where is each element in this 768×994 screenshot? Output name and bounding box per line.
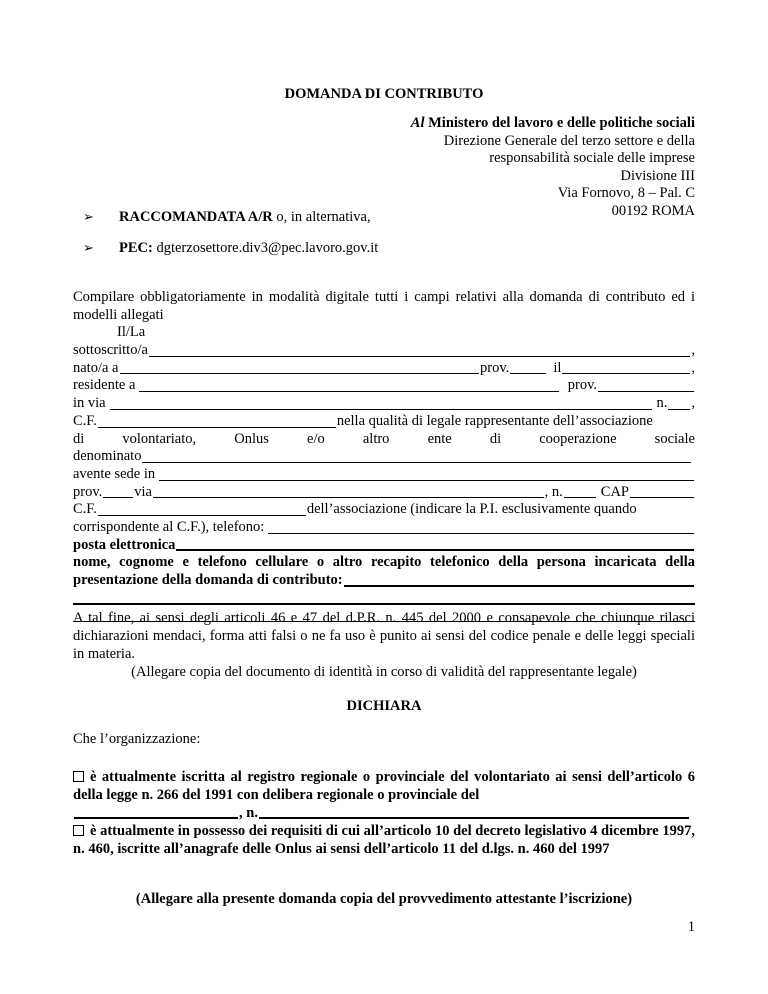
field-row-residenza: residente a prov.	[73, 377, 695, 395]
field-prov-sede[interactable]	[103, 485, 133, 498]
checkbox-registro[interactable]	[73, 771, 84, 782]
field-via-sede[interactable]	[153, 485, 544, 498]
option-registro-details: , n.	[73, 804, 695, 822]
field-civico[interactable]	[668, 397, 690, 410]
field-prov-residenza[interactable]	[598, 379, 694, 392]
declaration-text: A tal fine, ai sensi degli articoli 46 e 47 del d.P.R. n. 445 del 2000 e consapevole che chiunque rilasci dichiarazioni mendaci, forma atti falsi o ne fa uso è punito ai sensi del codice penale e delle leggi speciali in materia.	[73, 610, 695, 662]
piva-note: dell’associazione (indicare la P.I. esclusivamente quando	[306, 501, 637, 518]
form-intro: Compilare obbligatoriamente in modalità digitale tutti i campi relativi alla domanda di contributo ed i modelli allegati	[73, 289, 695, 323]
contact-person-label: nome, cognome e telefono cellulare o altro recapito telefonico della persona incaricata della	[73, 554, 695, 571]
delivery-option-pec: ➢ PEC: dgterzosettore.div3@pec.lavoro.gov.it	[83, 240, 379, 256]
field-row-via: in via n. ,	[73, 395, 695, 412]
iscrizione-note: (Allegare alla presente domanda copia del provvedimento attestante l’iscrizione)	[135, 891, 633, 907]
addressee-line: Direzione Generale del terzo settore e della	[443, 132, 695, 149]
field-codice-fiscale[interactable]	[98, 415, 336, 428]
field-row-sede-via: prov. via , n. CAP	[73, 484, 695, 502]
checkbox-onlus[interactable]	[73, 825, 84, 836]
field-via[interactable]	[110, 397, 652, 410]
option-onlus: è attualmente in possesso dei requisiti di cui all’articolo 10 del decreto legislativo 4 dicembre 1997, n. 460, iscritte all’anagrafe delle Onlus ai sensi dell’articolo 11 del d.lgs. n. 460 del 1997	[73, 823, 695, 857]
field-row-nascita: nato/a a prov. il ,	[73, 359, 695, 376]
field-row-email: posta elettronica	[73, 537, 695, 555]
field-row-telefono: corrispondente al C.F.), telefono:	[73, 519, 695, 537]
document-title: DOMANDA DI CONTRIBUTO	[284, 86, 484, 102]
organization-label: Che l’organizzazione:	[73, 731, 201, 747]
addressee-line: 00192 ROMA	[611, 202, 695, 219]
arrow-bullet-icon: ➢	[83, 209, 94, 224]
field-row-denominato: denominato	[73, 448, 695, 466]
field-row-sede: avente sede in	[73, 466, 695, 484]
field-contatto-continuation[interactable]	[73, 590, 695, 605]
addressee-prefix: Al	[410, 115, 425, 131]
il-la-label: Il/La	[117, 324, 146, 341]
dichiara-heading: DICHIARA	[346, 698, 422, 714]
applicant-form	[73, 289, 695, 625]
arrow-bullet-icon: ➢	[83, 240, 94, 255]
field-cf-associazione[interactable]	[98, 503, 306, 516]
delivery-options	[83, 207, 378, 269]
addressee-line: responsabilità sociale delle imprese	[489, 150, 695, 166]
field-luogo-nascita[interactable]	[120, 361, 480, 374]
field-delibera-data[interactable]	[74, 805, 238, 819]
addressee-line: Via Fornovo, 8 – Pal. C	[557, 185, 695, 201]
field-cap[interactable]	[630, 485, 694, 498]
field-telefono[interactable]	[268, 521, 694, 534]
page-number: 1	[687, 919, 695, 935]
field-residenza[interactable]	[139, 379, 558, 392]
identity-document-note: (Allegare copia del documento di identità in corso di validità del rappresentante legale)	[131, 664, 637, 680]
field-sede[interactable]	[159, 468, 694, 481]
addressee-block	[411, 115, 695, 220]
field-data-nascita[interactable]	[562, 361, 690, 374]
addressee-line: Divisione III	[620, 167, 695, 184]
option-registro-volontariato: è attualmente iscritta al registro regionale o provinciale del volontariato ai sensi dell’articolo 6 della legge n. 266 del 1991 con delibera regionale o provinciale del	[73, 769, 695, 803]
delivery-option-raccomandata: ➢ RACCOMANDATA A/R o, in alternativa,	[83, 209, 371, 225]
field-row-contact: presentazione della domanda di contributo:	[73, 572, 695, 590]
field-row-cf: C.F. nella qualità di legale rappresentante dell’associazione	[73, 412, 653, 429]
field-civico-sede[interactable]	[564, 485, 596, 498]
field-row-cf-assoc: C.F. dell’associazione (indicare la P.I. esclusivamente quando	[73, 501, 695, 519]
field-sottoscritto[interactable]	[149, 344, 690, 357]
field-contatto-incaricato[interactable]	[344, 573, 694, 587]
field-row-sottoscritto: sottoscritto/a ,	[73, 342, 695, 359]
field-delibera-numero[interactable]	[259, 805, 689, 819]
org-type-row: di volontariato, Onlus e/o altro ente di cooperazione sociale	[73, 430, 695, 447]
addressee-ministry: Ministero del lavoro e delle politiche sociali	[428, 115, 695, 131]
field-denominazione[interactable]	[142, 450, 691, 463]
field-posta-elettronica[interactable]	[176, 537, 694, 551]
field-prov-nascita[interactable]	[510, 361, 546, 374]
